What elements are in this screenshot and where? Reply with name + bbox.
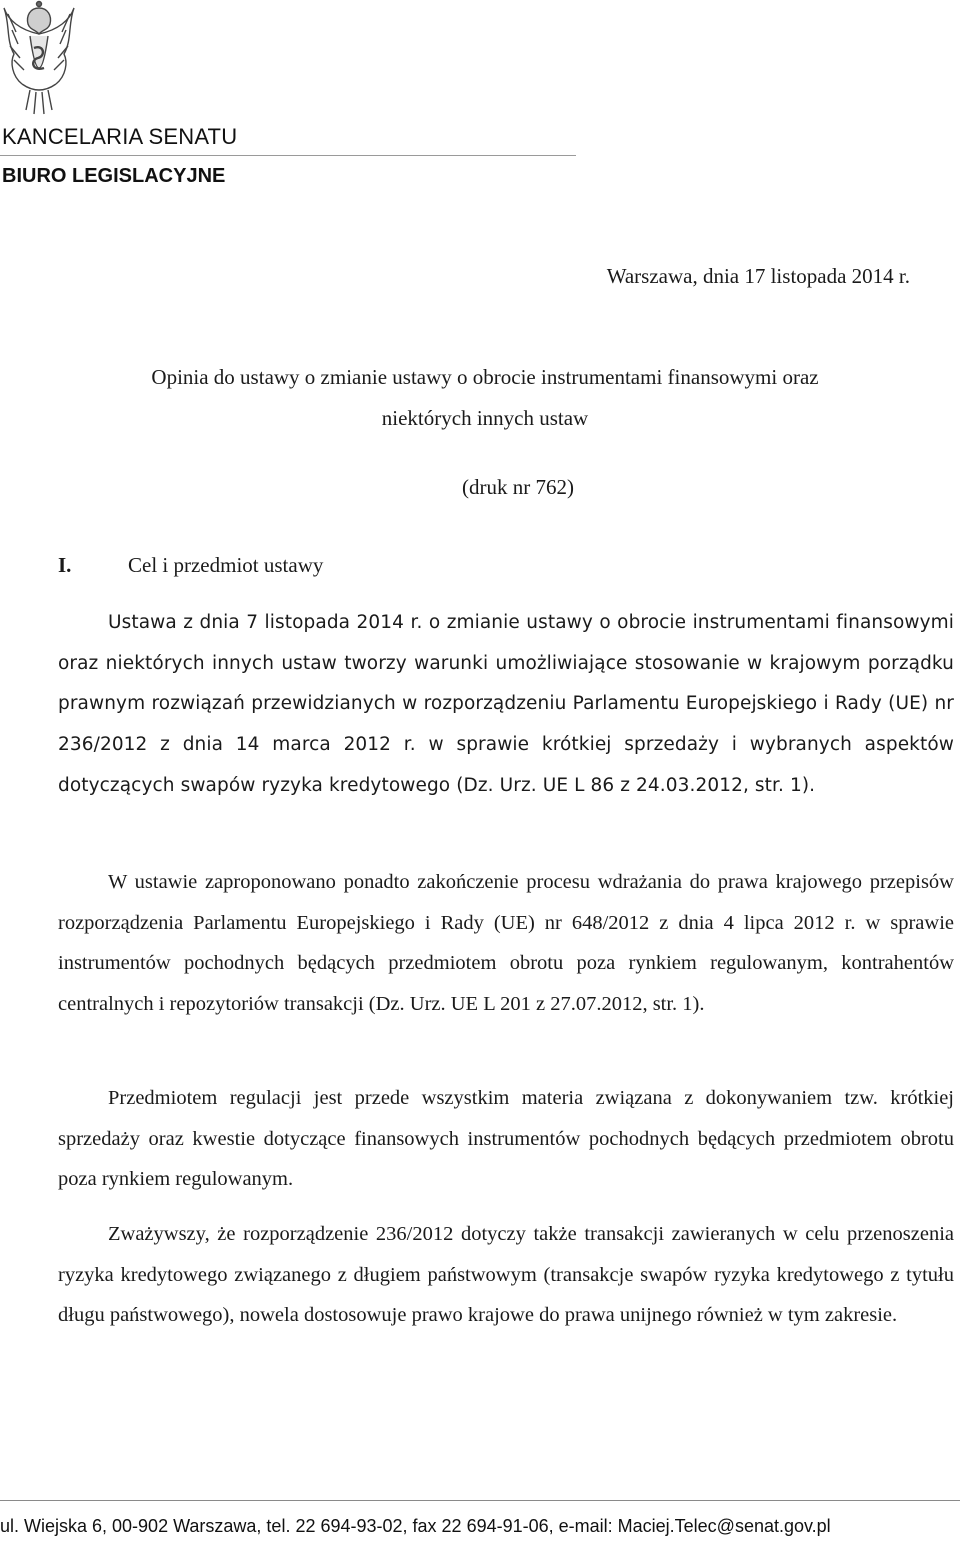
section-title: Cel i przedmiot ustawy (128, 553, 324, 577)
organization-name: KANCELARIA SENATU (2, 124, 238, 149)
paragraph-1: Ustawa z dnia 7 listopada 2014 r. o zmianie ustawy o obrocie instrumentami finansowymi oraz niektórych innych ustaw tworzy warunki umożliwiające stosowanie w krajowym porządku prawnym rozwiązań przewidzianych w rozporządzeniu Parlamentu Europejskiego i Rady (UE) nr 236/2012 z dnia 14 marca 2012 r. w sprawie krótkiej sprzedaży i wybranych aspektów dotyczących swapów ryzyka kredytowego (Dz. Urz. UE L 86 z 24.03.2012, str. 1). (58, 612, 954, 796)
footer-divider (0, 1500, 960, 1501)
department-name: BIURO LEGISLACYJNE (2, 165, 226, 187)
section-heading (58, 553, 323, 578)
header-divider (0, 155, 576, 156)
section-number: I. (58, 553, 72, 577)
footer-address: ul. Wiejska 6, 00-902 Warszawa, tel. 22 694-93-02, fax 22 694-91-06, e-mail: Maciej.Telec@senat.gov.pl (0, 1516, 831, 1536)
print-number: (druk nr 762) (462, 475, 574, 499)
paragraph-2: W ustawie zaproponowano ponadto zakończenie procesu wdrażania do prawa krajowego przepisów rozporządzenia Parlamentu Europejskiego i Rady (UE) nr 648/2012 z dnia 4 lipca 2012 r. w sprawie instrumentów pochodnych będących przedmiotem obrotu poza rynkiem regulowanym, kontrahentów centralnych i repozytoriów transakcji (Dz. Urz. UE L 201 z 27.07.2012, str. 1). (58, 871, 954, 1016)
document-title-line-2: niektórych innych ustaw (381, 406, 589, 430)
senate-eagle-emblem-icon (0, 0, 78, 118)
paragraph-3: Przedmiotem regulacji jest przede wszystkim materia związana z dokonywaniem tzw. krótkiej sprzedaży oraz kwestie dotyczące finansowych instrumentów pochodnych będących przedmiotem obrotu poza rynkiem regulowanym. (58, 1087, 954, 1191)
document-title-line-1: Opinia do ustawy o zmianie ustawy o obrocie instrumentami finansowymi oraz (151, 365, 819, 389)
document-date: Warszawa, dnia 17 listopada 2014 r. (606, 264, 910, 288)
paragraph-4: Zważywszy, że rozporządzenie 236/2012 dotyczy także transakcji zawieranych w celu przenoszenia ryzyka kredytowego związanego z długiem państwowym (transakcje swapów ryzyka kredytowego z tytułu długu państwowego), nowela dostosowuje prawo krajowe do prawa unijnego również w tym zakresie. (58, 1223, 954, 1327)
